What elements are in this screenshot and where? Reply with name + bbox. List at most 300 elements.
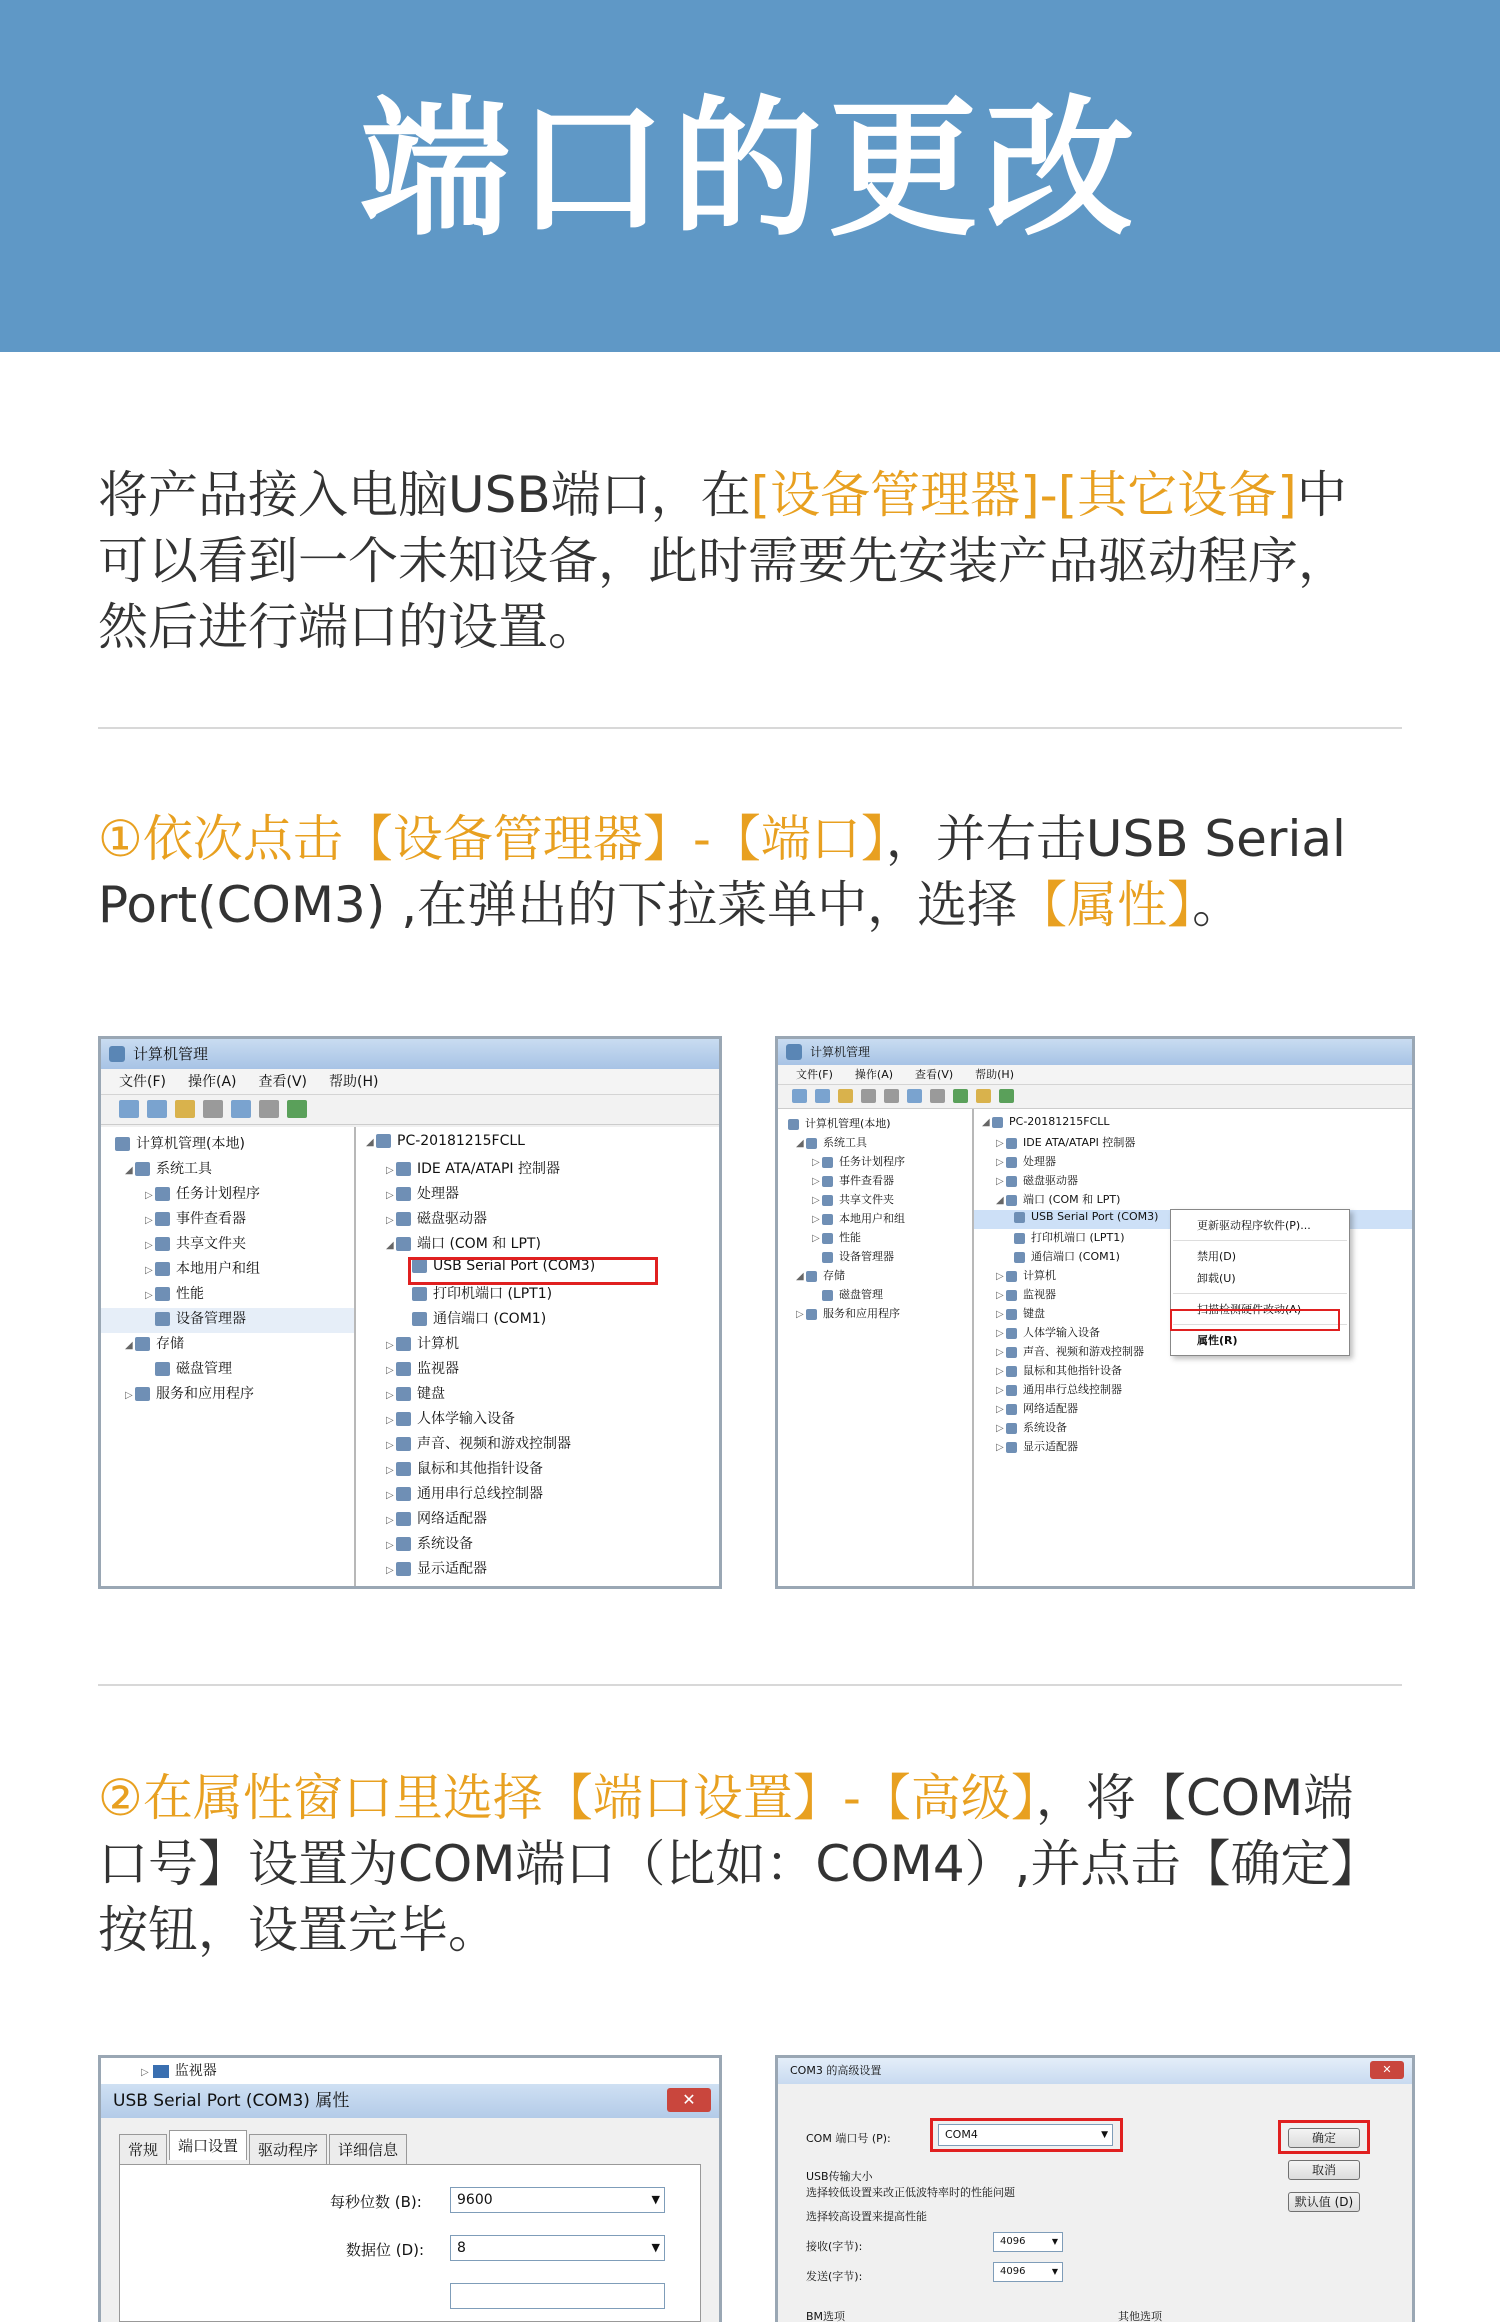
- intro-line-3: 然后进行端口的设置。: [98, 598, 598, 656]
- menu-file[interactable]: 文件(F): [119, 1074, 166, 1090]
- tree-item[interactable]: [778, 1267, 972, 1286]
- other-options-label: 其他选项: [1118, 2310, 1162, 2322]
- ide-icon: [1006, 1138, 1017, 1149]
- tree-label: 磁盘驱动器: [417, 1211, 487, 1227]
- network-icon: [396, 1512, 411, 1526]
- tree-label: 性能: [176, 1286, 204, 1302]
- menu-bar: [101, 1069, 719, 1095]
- screenshot-device-manager: [98, 1036, 722, 1589]
- forward-icon[interactable]: [815, 1089, 830, 1103]
- tab-port-settings[interactable]: 端口设置: [169, 2130, 247, 2160]
- receive-label: 接收(字节):: [806, 2240, 863, 2253]
- tree-label: 声音、视频和游戏控制器: [1023, 1345, 1144, 1358]
- expanded-arrow-icon: ◢: [796, 1138, 804, 1149]
- tree-item[interactable]: [356, 1233, 719, 1258]
- collapsed-arrow-icon: ▷: [145, 1265, 153, 1276]
- tree-item[interactable]: [356, 1458, 719, 1483]
- help-icon[interactable]: [907, 1089, 922, 1103]
- collapsed-arrow-icon: ▷: [145, 1215, 153, 1226]
- port-icon: [412, 1312, 427, 1326]
- app-icon: [786, 1044, 802, 1060]
- step2-highlight: 【端口设置】-【高级】: [542, 1769, 1036, 1827]
- collapsed-arrow-icon: ▷: [145, 1190, 153, 1201]
- expanded-arrow-icon: ◢: [125, 1340, 133, 1351]
- collapsed-arrow-icon: ▷: [125, 1390, 133, 1401]
- screenshot-context-menu: [775, 1036, 1415, 1589]
- tree-label: 端口 (COM 和 LPT): [417, 1236, 541, 1252]
- bm-options-label: BM选项: [806, 2310, 846, 2322]
- collapsed-arrow-icon: ▷: [386, 1515, 394, 1526]
- tree-label: 监视器: [174, 2063, 217, 2079]
- tree-label: 网络适配器: [417, 1511, 487, 1527]
- disk-drive-icon: [396, 1212, 411, 1226]
- menu-view[interactable]: 查看(V): [915, 1068, 954, 1081]
- computer-icon: [992, 1117, 1003, 1128]
- baud-rate-value: 9600: [457, 2192, 493, 2208]
- collapsed-arrow-icon: ▷: [996, 1309, 1004, 1320]
- collapsed-arrow-icon: ▷: [145, 1290, 153, 1301]
- tree-label: 处理器: [1023, 1155, 1056, 1168]
- data-bits-value: 8: [457, 2240, 466, 2256]
- tree-item[interactable]: [356, 1183, 719, 1208]
- menu-item-disable[interactable]: 禁用(D): [1197, 1250, 1237, 1263]
- tree-label: 共享文件夹: [176, 1236, 246, 1252]
- tree-label: 系统设备: [1023, 1421, 1067, 1434]
- tree-label: 服务和应用程序: [823, 1307, 900, 1320]
- collapsed-arrow-icon: ▷: [996, 1442, 1004, 1453]
- step1-number: ①依次点击: [98, 810, 343, 868]
- collapsed-arrow-icon: ▷: [996, 1328, 1004, 1339]
- context-menu: [1170, 1209, 1350, 1356]
- storage-icon: [135, 1337, 150, 1351]
- collapsed-arrow-icon: ▷: [386, 1415, 394, 1426]
- collapsed-arrow-icon: ▷: [386, 1215, 394, 1226]
- tree-item[interactable]: [356, 1308, 719, 1333]
- tree-item[interactable]: [356, 1483, 719, 1508]
- tools-icon: [135, 1162, 150, 1176]
- list-icon[interactable]: [884, 1089, 899, 1103]
- tree-label: 设备管理器: [839, 1250, 894, 1263]
- chevron-down-icon: ▼: [1051, 2267, 1058, 2276]
- tree-item[interactable]: [778, 1115, 972, 1134]
- tree-label: 通信端口 (COM1): [433, 1311, 547, 1327]
- tree-item[interactable]: [778, 1210, 972, 1229]
- collapsed-arrow-icon: ▷: [996, 1157, 1004, 1168]
- tree-label: 键盘: [1023, 1307, 1045, 1320]
- collapsed-arrow-icon: ▷: [386, 1490, 394, 1501]
- intro-text-1: 将产品接入电脑USB端口，在: [98, 466, 751, 524]
- collapsed-arrow-icon: ▷: [812, 1176, 820, 1187]
- menu-separator: [1173, 1293, 1347, 1294]
- collapsed-arrow-icon: ▷: [996, 1404, 1004, 1415]
- transmit-select[interactable]: [993, 2262, 1063, 2282]
- computer-icon: [376, 1134, 391, 1148]
- tree-item[interactable]: [778, 1286, 972, 1305]
- device-manager-icon: [155, 1312, 170, 1326]
- tree-item[interactable]: [101, 1308, 354, 1333]
- tree-label: 人体学输入设备: [417, 1411, 515, 1427]
- highlight-box: [930, 2118, 1123, 2152]
- chevron-down-icon: ▼: [651, 2241, 660, 2254]
- tree-label: 显示适配器: [417, 1561, 487, 1577]
- left-pane: [778, 1109, 974, 1586]
- tree-item[interactable]: [778, 1153, 972, 1172]
- tree-label: 通用串行总线控制器: [1023, 1383, 1122, 1396]
- collapsed-arrow-icon: ▷: [386, 1365, 394, 1376]
- tree-label: 系统工具: [823, 1136, 867, 1149]
- monitor-icon: [153, 2065, 169, 2078]
- tree-label: 键盘: [417, 1386, 445, 1402]
- toolbar: [101, 1095, 719, 1125]
- tree-label: 存储: [156, 1336, 184, 1352]
- event-icon: [822, 1176, 833, 1187]
- usb-icon: [1006, 1385, 1017, 1396]
- tree-label: 任务计划程序: [839, 1155, 905, 1168]
- list-icon[interactable]: [259, 1100, 279, 1118]
- tree-item[interactable]: [101, 1133, 354, 1158]
- monitor-icon: [1006, 1290, 1017, 1301]
- properties-icon[interactable]: [930, 1089, 945, 1103]
- computer-icon: [788, 1119, 799, 1130]
- receive-value: 4096: [1000, 2236, 1026, 2247]
- collapsed-arrow-icon: ▷: [812, 1195, 820, 1206]
- tree-item[interactable]: [356, 1433, 719, 1458]
- tree-item[interactable]: [974, 1438, 1412, 1457]
- tree-label: 通信端口 (COM1): [1031, 1250, 1120, 1263]
- collapsed-arrow-icon: ▷: [386, 1165, 394, 1176]
- tree-item[interactable]: [101, 1158, 354, 1183]
- tree-label: 系统设备: [417, 1536, 473, 1552]
- services-icon: [135, 1387, 150, 1401]
- screenshot-properties-dialog: [98, 2055, 722, 2322]
- menu-view[interactable]: 查看(V): [258, 1074, 308, 1090]
- baud-rate-select[interactable]: [450, 2187, 665, 2213]
- close-icon[interactable]: ✕: [1370, 2061, 1404, 2079]
- page-title: 端口的更改: [359, 83, 1140, 257]
- tools-icon: [806, 1138, 817, 1149]
- receive-select[interactable]: [993, 2232, 1063, 2252]
- expanded-arrow-icon: ◢: [996, 1195, 1004, 1206]
- left-pane: [101, 1127, 356, 1586]
- hid-icon: [396, 1412, 411, 1426]
- tree-item[interactable]: [778, 1191, 972, 1210]
- tree-item[interactable]: [356, 1533, 719, 1558]
- mouse-icon: [1006, 1366, 1017, 1377]
- menu-item-update-driver[interactable]: 更新驱动程序软件(P)...: [1197, 1219, 1311, 1232]
- step2-text-1: ，将【COM端: [1035, 1769, 1354, 1827]
- hid-icon: [1006, 1328, 1017, 1339]
- tree-item[interactable]: [356, 1383, 719, 1408]
- tree-item[interactable]: [101, 1358, 354, 1383]
- tree-item[interactable]: [974, 1400, 1412, 1419]
- tree-item[interactable]: [974, 1419, 1412, 1438]
- tree-label: 磁盘管理: [176, 1361, 232, 1377]
- tree-label: 显示适配器: [1023, 1440, 1078, 1453]
- window-titlebar: [101, 1039, 719, 1069]
- tab-bar: [119, 2134, 409, 2164]
- computer-icon: [396, 1337, 411, 1351]
- right-pane: [974, 1109, 1412, 1586]
- collapsed-arrow-icon: ▷: [812, 1233, 820, 1244]
- storage-icon: [806, 1271, 817, 1282]
- com-port-label: COM 端口号 (P):: [806, 2132, 891, 2145]
- tree-item[interactable]: [101, 1333, 354, 1358]
- port-icon: [1006, 1195, 1017, 1206]
- tree-item[interactable]: [356, 1208, 719, 1233]
- tree-item[interactable]: [974, 1172, 1412, 1191]
- window-title: 计算机管理: [133, 1045, 209, 1063]
- refresh-icon[interactable]: [287, 1100, 307, 1118]
- tree-label: 设备管理器: [176, 1311, 246, 1327]
- close-icon[interactable]: ✕: [667, 2088, 711, 2112]
- tree-item[interactable]: [356, 1408, 719, 1433]
- tab-general[interactable]: 常规: [119, 2134, 167, 2164]
- tree-label: PC-20181215FCLL: [397, 1133, 525, 1149]
- step2-number: ②在属性窗口里选择: [98, 1769, 543, 1827]
- tree-item[interactable]: [974, 1134, 1412, 1153]
- collapsed-arrow-icon: ▷: [996, 1138, 1004, 1149]
- baud-rate-label: 每秒位数 (B):: [330, 2193, 422, 2211]
- tree-item[interactable]: [356, 1133, 719, 1158]
- dialog-title: USB Serial Port (COM3) 属性: [113, 2091, 350, 2111]
- menu-file[interactable]: 文件(F): [796, 1068, 833, 1081]
- collapsed-arrow-icon: ▷: [386, 1390, 394, 1401]
- tree-item[interactable]: [778, 1172, 972, 1191]
- tree-item[interactable]: [356, 1508, 719, 1533]
- up-icon[interactable]: [838, 1089, 853, 1103]
- view-icon[interactable]: [203, 1100, 223, 1118]
- collapsed-arrow-icon: ▷: [812, 1157, 820, 1168]
- properties-dialog: [101, 2084, 719, 2322]
- tree-label: 声音、视频和游戏控制器: [417, 1436, 571, 1452]
- performance-icon: [155, 1287, 170, 1301]
- menu-item-scan[interactable]: 扫描检测硬件改动(A): [1197, 1303, 1302, 1316]
- port-icon: [1014, 1233, 1025, 1244]
- step1-highlight-1: 【设备管理器】-【端口】: [342, 810, 886, 868]
- tree-item[interactable]: [101, 1283, 354, 1308]
- highlight-box: [408, 1257, 658, 1285]
- back-icon[interactable]: [119, 1100, 139, 1118]
- network-icon: [1006, 1404, 1017, 1415]
- port-icon: [396, 1237, 411, 1251]
- disk-icon: [155, 1362, 170, 1376]
- highlight-box: [1170, 1309, 1340, 1331]
- tree-label: 打印机端口 (LPT1): [1031, 1231, 1125, 1244]
- tree-item[interactable]: [778, 1305, 972, 1324]
- tree-item[interactable]: [974, 1191, 1412, 1210]
- sound-icon: [396, 1437, 411, 1451]
- collapsed-arrow-icon: ▷: [996, 1385, 1004, 1396]
- users-icon: [822, 1214, 833, 1225]
- collapsed-arrow-icon: ▷: [386, 1540, 394, 1551]
- port-icon: [1014, 1212, 1025, 1223]
- refresh-icon[interactable]: [953, 1089, 968, 1103]
- collapsed-arrow-icon: ▷: [996, 1347, 1004, 1358]
- tree-item[interactable]: [974, 1381, 1412, 1400]
- tree-label: 任务计划程序: [176, 1186, 260, 1202]
- tab-driver[interactable]: 驱动程序: [249, 2134, 327, 2164]
- menu-bar: [778, 1065, 1412, 1085]
- scan-icon[interactable]: [999, 1089, 1014, 1103]
- expanded-arrow-icon: ◢: [796, 1271, 804, 1282]
- right-pane: [356, 1127, 719, 1586]
- menu-item-properties[interactable]: 属性(R): [1197, 1334, 1238, 1347]
- event-icon: [155, 1212, 170, 1226]
- menu-item-uninstall[interactable]: 卸载(U): [1197, 1272, 1236, 1285]
- tree-item[interactable]: [101, 1183, 354, 1208]
- chevron-down-icon: ▼: [1051, 2237, 1058, 2246]
- tree-label: 事件查看器: [839, 1174, 894, 1187]
- up-icon[interactable]: [175, 1100, 195, 1118]
- tree-label: 计算机管理(本地): [136, 1136, 245, 1152]
- step2-text-2: 口号】设置为COM端口（比如：COM4）,并点击【确定】: [98, 1835, 1381, 1893]
- processor-icon: [396, 1187, 411, 1201]
- tree-label: 监视器: [417, 1361, 459, 1377]
- tree-label: 计算机: [417, 1336, 459, 1352]
- tree-item[interactable]: [356, 1283, 719, 1308]
- parity-select[interactable]: [450, 2283, 665, 2309]
- collapsed-arrow-icon: ▷: [141, 2067, 149, 2078]
- tree-item[interactable]: [778, 1248, 972, 1267]
- expanded-arrow-icon: ◢: [982, 1117, 990, 1128]
- tree-label: 性能: [839, 1231, 861, 1244]
- screenshot-advanced-settings: [775, 2055, 1415, 2322]
- tree-item[interactable]: [356, 1333, 719, 1358]
- divider: [98, 1684, 1402, 1686]
- mouse-icon: [396, 1462, 411, 1476]
- device-manager-icon: [822, 1252, 833, 1263]
- collapsed-arrow-icon: ▷: [996, 1271, 1004, 1282]
- data-bits-select[interactable]: [450, 2235, 665, 2261]
- view-icon[interactable]: [861, 1089, 876, 1103]
- tree-label: 系统工具: [156, 1161, 212, 1177]
- collapsed-arrow-icon: ▷: [386, 1340, 394, 1351]
- tree-item[interactable]: [778, 1229, 972, 1248]
- hint-high: 选择较高设置来提高性能: [806, 2210, 927, 2223]
- tree-label: 服务和应用程序: [156, 1386, 254, 1402]
- folder-icon: [155, 1237, 170, 1251]
- processor-icon: [1006, 1157, 1017, 1168]
- disk-icon: [822, 1290, 833, 1301]
- expanded-arrow-icon: ◢: [386, 1240, 394, 1251]
- default-button[interactable]: 默认值 (D): [1288, 2192, 1360, 2212]
- tree-label: 本地用户和组: [839, 1212, 905, 1225]
- tree-label: 通用串行总线控制器: [417, 1486, 543, 1502]
- usb-size-label: USB传输大小: [806, 2170, 873, 2183]
- panes: [101, 1127, 719, 1586]
- intro-paragraph: [98, 462, 1408, 660]
- menu-help[interactable]: 帮助(H): [975, 1068, 1014, 1081]
- users-icon: [155, 1262, 170, 1276]
- tree-label: 磁盘管理: [839, 1288, 883, 1301]
- panes: [778, 1109, 1412, 1586]
- collapsed-arrow-icon: ▷: [386, 1465, 394, 1476]
- expanded-arrow-icon: ◢: [366, 1137, 374, 1148]
- tree-item[interactable]: [101, 1258, 354, 1283]
- collapsed-arrow-icon: ▷: [386, 1565, 394, 1576]
- collapsed-arrow-icon: ▷: [996, 1423, 1004, 1434]
- usb-icon: [396, 1487, 411, 1501]
- clock-icon: [155, 1187, 170, 1201]
- performance-icon: [822, 1233, 833, 1244]
- chevron-down-icon: ▼: [651, 2193, 660, 2206]
- port-icon: [1014, 1252, 1025, 1263]
- tree-label: PC-20181215FCLL: [1009, 1115, 1110, 1128]
- intro-highlight: [设备管理器]-[其它设备]: [750, 466, 1297, 524]
- update-icon[interactable]: [976, 1089, 991, 1103]
- tree-label: 人体学输入设备: [1023, 1326, 1100, 1339]
- cancel-button[interactable]: 取消: [1288, 2160, 1360, 2180]
- tree-label: 存储: [823, 1269, 845, 1282]
- tree-item: [101, 2058, 719, 2084]
- computer-icon: [1006, 1271, 1017, 1282]
- step1-highlight-2: 【属性】: [1017, 876, 1193, 934]
- collapsed-arrow-icon: ▷: [796, 1309, 804, 1320]
- help-icon[interactable]: [231, 1100, 251, 1118]
- tree-item[interactable]: [101, 1233, 354, 1258]
- menu-help[interactable]: 帮助(H): [329, 1074, 379, 1090]
- collapsed-arrow-icon: ▷: [996, 1290, 1004, 1301]
- step1-text-1: ，并右击USB Serial: [885, 810, 1346, 868]
- tree-item[interactable]: [356, 1558, 719, 1583]
- divider: [98, 727, 1402, 729]
- folder-icon: [822, 1195, 833, 1206]
- app-icon: [109, 1046, 125, 1062]
- tree-item[interactable]: [974, 1362, 1412, 1381]
- tree-label: IDE ATA/ATAPI 控制器: [1023, 1136, 1136, 1149]
- tree-item[interactable]: [356, 1158, 719, 1183]
- tree-label: 鼠标和其他指针设备: [417, 1461, 543, 1477]
- menu-action[interactable]: 操作(A): [854, 1068, 894, 1081]
- intro-text-2: 中: [1296, 466, 1347, 524]
- tree-label: 网络适配器: [1023, 1402, 1078, 1415]
- services-icon: [806, 1309, 817, 1320]
- ide-icon: [396, 1162, 411, 1176]
- tree-label: USB Serial Port (COM3): [1031, 1210, 1159, 1223]
- system-icon: [1006, 1423, 1017, 1434]
- tab-details[interactable]: 详细信息: [329, 2134, 407, 2164]
- tree-item[interactable]: [101, 1383, 354, 1408]
- collapsed-arrow-icon: ▷: [386, 1190, 394, 1201]
- data-bits-label: 数据位 (D):: [346, 2241, 425, 2259]
- collapsed-arrow-icon: ▷: [386, 1440, 394, 1451]
- dialog-title: COM3 的高级设置: [790, 2064, 882, 2077]
- tree-item[interactable]: [356, 1358, 719, 1383]
- tree-item[interactable]: [778, 1134, 972, 1153]
- menu-action[interactable]: 操作(A): [187, 1074, 237, 1090]
- dialog-titlebar: [101, 2084, 719, 2118]
- tree-label: USB Serial Port (COM3): [433, 1258, 596, 1274]
- tree-item[interactable]: [974, 1153, 1412, 1172]
- collapsed-arrow-icon: ▷: [996, 1366, 1004, 1377]
- back-icon[interactable]: [792, 1089, 807, 1103]
- monitor-icon: [396, 1362, 411, 1376]
- step1-paragraph: [98, 806, 1408, 938]
- ok-button[interactable]: 确定: [1288, 2128, 1360, 2148]
- transmit-value: 4096: [1000, 2266, 1026, 2277]
- window-titlebar: [778, 1039, 1412, 1065]
- hint-low: 选择较低设置来改正低波特率时的性能问题: [806, 2186, 1015, 2199]
- tree-item[interactable]: [974, 1115, 1412, 1134]
- tree-label: 鼠标和其他指针设备: [1023, 1364, 1122, 1377]
- menu-separator: [1173, 1240, 1347, 1241]
- system-icon: [396, 1537, 411, 1551]
- tree-item[interactable]: [101, 1208, 354, 1233]
- collapsed-arrow-icon: ▷: [812, 1214, 820, 1225]
- port-icon: [412, 1287, 427, 1301]
- forward-icon[interactable]: [147, 1100, 167, 1118]
- step2-text-3: 按钮，设置完毕。: [98, 1901, 498, 1959]
